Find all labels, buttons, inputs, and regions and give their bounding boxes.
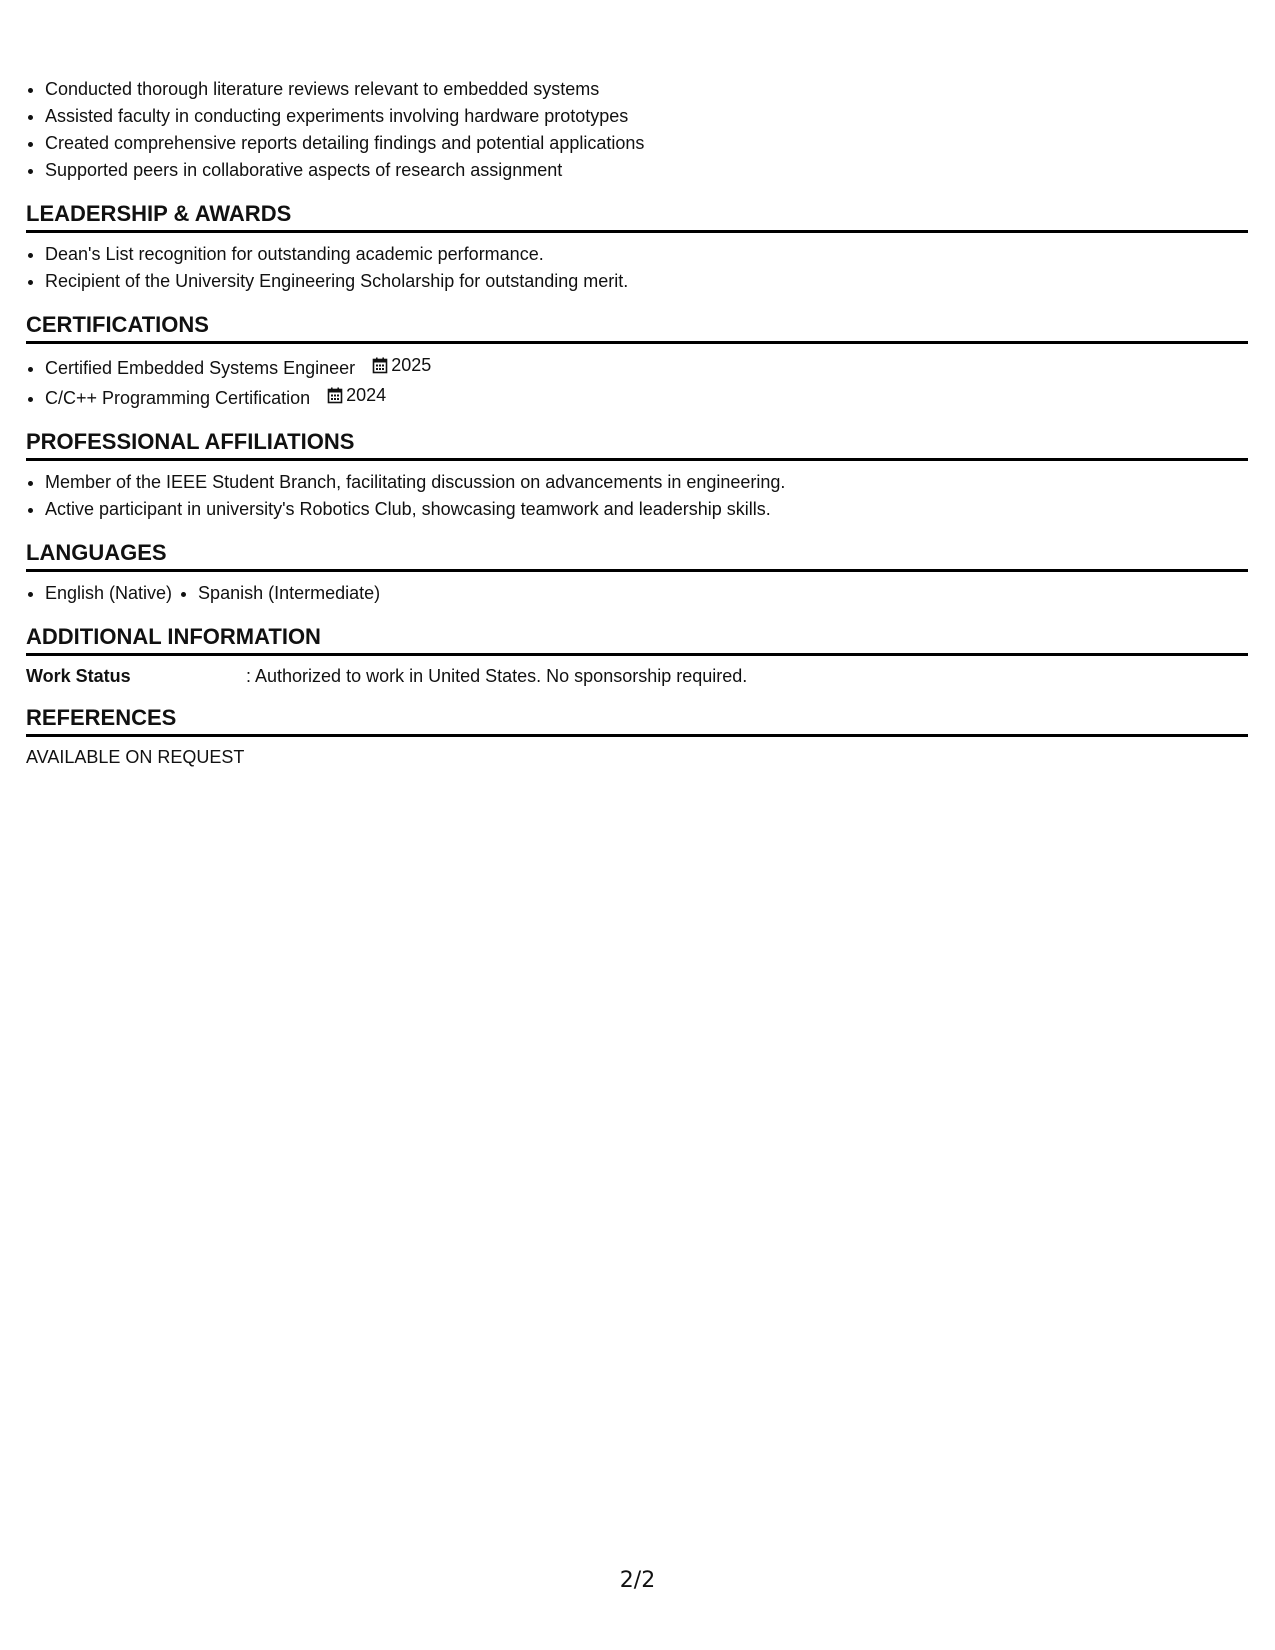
section-title-references: REFERENCES bbox=[26, 705, 1248, 737]
calendar-icon bbox=[372, 357, 388, 374]
languages-list bbox=[26, 580, 1248, 607]
list-item: • Supported peers in collaborative aspects of research assignment bbox=[45, 157, 1248, 184]
certifications-section bbox=[26, 312, 1248, 412]
list-item: • English (Native) bbox=[45, 580, 172, 607]
list-item bbox=[45, 382, 1248, 412]
leadership-section bbox=[26, 201, 1248, 295]
resume-page bbox=[26, 76, 1248, 769]
references-text: AVAILABLE ON REQUEST bbox=[26, 747, 245, 767]
research-bullet-list bbox=[26, 76, 1248, 184]
list-item bbox=[45, 352, 1248, 382]
list-item: • Recipient of the University Engineering Scholarship for outstanding merit. bbox=[45, 268, 1248, 295]
additional-info-section bbox=[26, 624, 1248, 688]
work-status-row bbox=[26, 664, 1248, 688]
certification-year: 2024 bbox=[346, 385, 387, 405]
certification-date bbox=[372, 352, 431, 379]
work-status-value: : Authorized to work in United States. No sponsorship required. bbox=[246, 666, 748, 686]
list-item: • Member of the IEEE Student Branch, facilitating discussion on advancements in engineering. bbox=[45, 469, 1248, 496]
list-item: • Created comprehensive reports detailing findings and potential applications bbox=[45, 130, 1248, 157]
list-item: • Dean's List recognition for outstanding academic performance. bbox=[45, 241, 1248, 268]
work-status-label: Work Status bbox=[26, 666, 131, 686]
calendar-icon bbox=[327, 387, 343, 404]
certification-name: Certified Embedded Systems Engineer bbox=[45, 358, 356, 378]
languages-section bbox=[26, 540, 1248, 607]
certification-year: 2025 bbox=[391, 355, 432, 375]
list-item: • Assisted faculty in conducting experiments involving hardware prototypes bbox=[45, 103, 1248, 130]
page-number: 2/2 bbox=[619, 1568, 656, 1593]
section-title-leadership: LEADERSHIP & AWARDS bbox=[26, 201, 1248, 233]
certification-date bbox=[327, 382, 386, 409]
certification-name: C/C++ Programming Certification bbox=[45, 388, 311, 408]
leadership-list bbox=[26, 241, 1248, 295]
references-section bbox=[26, 705, 1248, 769]
section-title-languages: LANGUAGES bbox=[26, 540, 1248, 572]
certifications-list bbox=[26, 352, 1248, 412]
section-title-affiliations: PROFESSIONAL AFFILIATIONS bbox=[26, 429, 1248, 461]
section-title-certifications: CERTIFICATIONS bbox=[26, 312, 1248, 344]
list-item: • Active participant in university's Robotics Club, showcasing teamwork and leadership skills. bbox=[45, 496, 1248, 523]
section-title-additional-info: ADDITIONAL INFORMATION bbox=[26, 624, 1248, 656]
affiliations-section bbox=[26, 429, 1248, 523]
affiliations-list bbox=[26, 469, 1248, 523]
list-item: • Spanish (Intermediate) bbox=[198, 580, 380, 607]
list-item: • Conducted thorough literature reviews relevant to embedded systems bbox=[45, 76, 1248, 103]
